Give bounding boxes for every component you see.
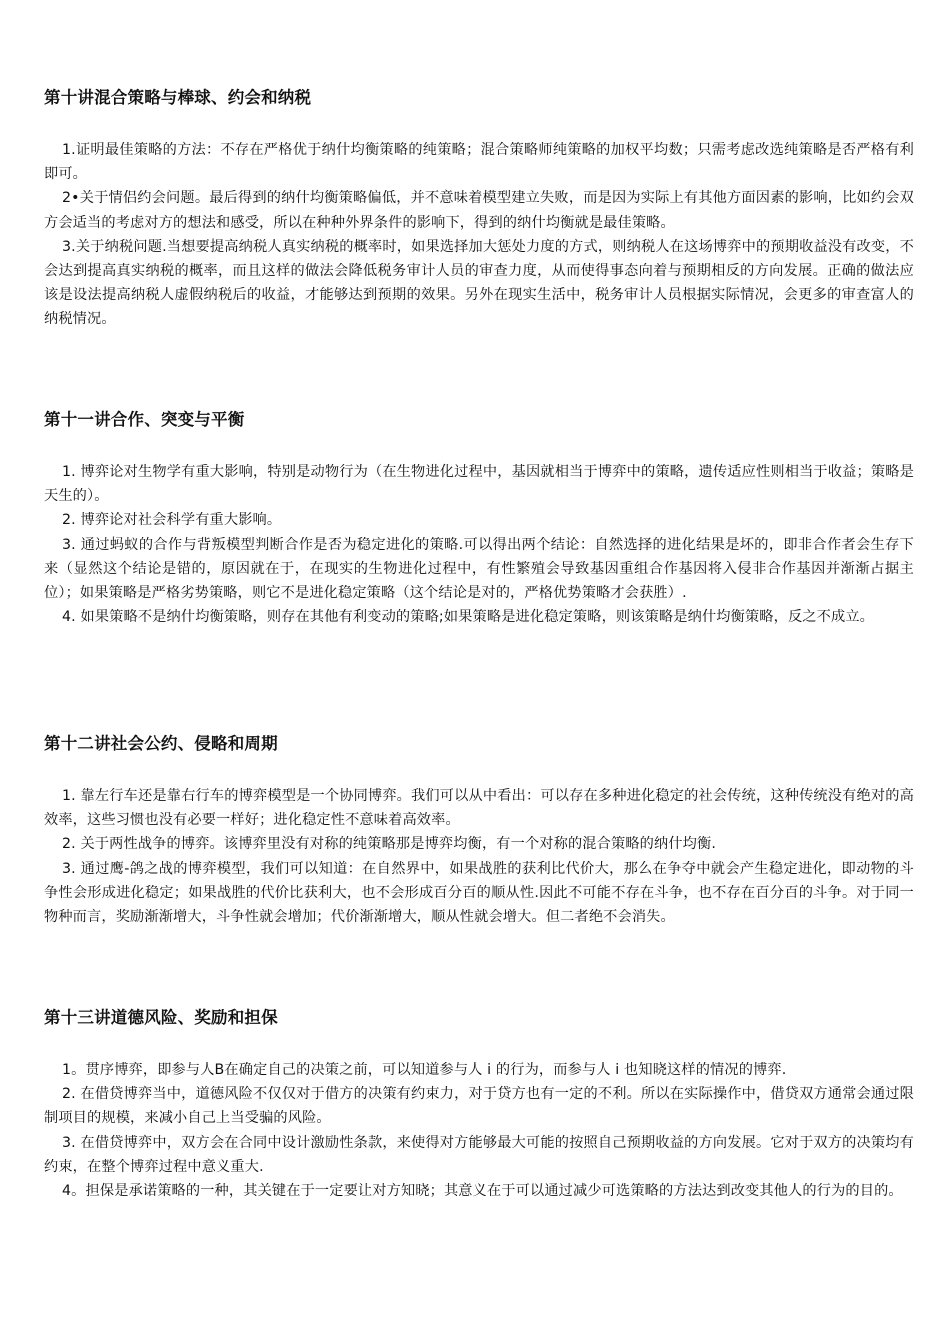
- section-body: [44, 460, 914, 629]
- section-body: [44, 138, 914, 332]
- section-lecture-10: [44, 86, 914, 332]
- paragraph: 3. 在借贷博弈中，双方会在合同中设计激励性条款，来使得对方能够最大可能的按照自己预期收益的方向发展。它对于双方的决策均有约束，在整个博弈过程中意义重大.: [44, 1134, 914, 1175]
- paragraph: 2. 博弈论对社会科学有重大影响。: [62, 512, 282, 529]
- paragraph: 3.关于纳税问题.当想要提高纳税人真实纳税的概率时，如果选择加大惩处力度的方式，则纳税人在这场博弈中的预期收益没有改变，不会达到提高真实纳税的概率，而且这样的做法会降低税务审计人员的审查力度，从而使得事态向着与预期相反的方向发展。正确的做法应该是设法提高纳税人虚假纳税后的收益，才能够达到预期的效果。另外在现实生活中，税务审计人员根据实际情况，会更多的审查富人的纳税情况。: [44, 238, 914, 328]
- paragraph: 4. 如果策略不是纳什均衡策略，则存在其他有利变动的策略;如果策略是进化稳定策略，则该策略是纳什均衡策略，反之不成立。: [62, 609, 874, 626]
- section-title: 第十三讲道德风险、奖励和担保: [44, 1008, 278, 1027]
- paragraph: 2. 在借贷博弈当中，道德风险不仅仅对于借方的决策有约束力，对于贷方也有一定的不利。所以在实际操作中，借贷双方通常会通过限制项目的规模，来减小自己上当受骗的风险。: [44, 1086, 914, 1127]
- section-title: 第十一讲合作、突变与平衡: [44, 410, 245, 429]
- paragraph: 4。担保是承诺策略的一种，其关键在于一定要让对方知晓；其意义在于可以通过减少可选策略的方法达到改变其他人的行为的目的。: [62, 1183, 903, 1200]
- paragraph: 1. 靠左行车还是靠右行车的博弈模型是一个协同博弈。我们可以从中看出：可以存在多种进化稳定的社会传统，这种传统没有绝对的高效率，这些习惯也没有必要一样好；进化稳定性不意味着高效率。: [44, 788, 914, 829]
- paragraph: 3. 通过蚂蚁的合作与背叛模型判断合作是否为稳定进化的策略.可以得出两个结论：自然选择的进化结果是坏的，即非合作者会生存下来（显然这个结论是错的，原因就在于，在现实的生物进化过程中，有性繁殖会导致基因重组合作基因将入侵非合作基因并渐渐占据主位）；如果策略是严格劣势策略，则它不是进化稳定策略（这个结论是对的，严格优势策略才会获胜）.: [44, 536, 914, 602]
- section-lecture-11: [44, 408, 914, 629]
- section-body: [44, 784, 914, 929]
- paragraph: 1. 博弈论对生物学有重大影响，特别是动物行为（在生物进化过程中，基因就相当于博弈中的策略，遗传适应性则相当于收益；策略是天生的）。: [44, 464, 914, 505]
- paragraph: 1。贯序博弈，即参与人B在确定自己的决策之前，可以知道参与人 i 的行为，而参与人 i 也知晓这样的情况的博弈.: [62, 1062, 787, 1078]
- paragraph: 2. 关于两性战争的博弈。该博弈里没有对称的纯策略那是博弈均衡，有一个对称的混合策略的纳什均衡.: [62, 836, 717, 853]
- section-lecture-12: [44, 732, 914, 929]
- section-title: 第十讲混合策略与棒球、约会和纳税: [44, 88, 312, 107]
- section-title: 第十二讲社会公约、侵略和周期: [44, 734, 278, 753]
- paragraph: 2•关于情侣约会问题。最后得到的纳什均衡策略偏低，并不意味着模型建立失败，而是因为实际上有其他方面因素的影响，比如约会双方会适当的考虑对方的想法和感受，所以在种种外界条件的影响下，得到的纳什均衡就是最佳策略。: [44, 190, 914, 231]
- paragraph: 3. 通过鹰-鸽之战的博弈模型，我们可以知道：在自然界中，如果战胜的获利比代价大，那么在争夺中就会产生稳定进化，即动物的斗争性会形成进化稳定；如果战胜的代价比获利大，也不会形成百分百的顺从性.因此不可能不存在斗争，也不存在百分百的斗争。对于同一物种而言，奖励渐渐增大，斗争性就会增加；代价渐渐增大，顺从性就会增大。但二者绝不会消失。: [44, 860, 914, 926]
- paragraph: 1.证明最佳策略的方法：不存在严格优于纳什均衡策略的纯策略；混合策略师纯策略的加权平均数；只需考虑改选纯策略是否严格有利即可。: [44, 142, 914, 183]
- section-body: [44, 1058, 914, 1203]
- section-lecture-13: [44, 1006, 914, 1203]
